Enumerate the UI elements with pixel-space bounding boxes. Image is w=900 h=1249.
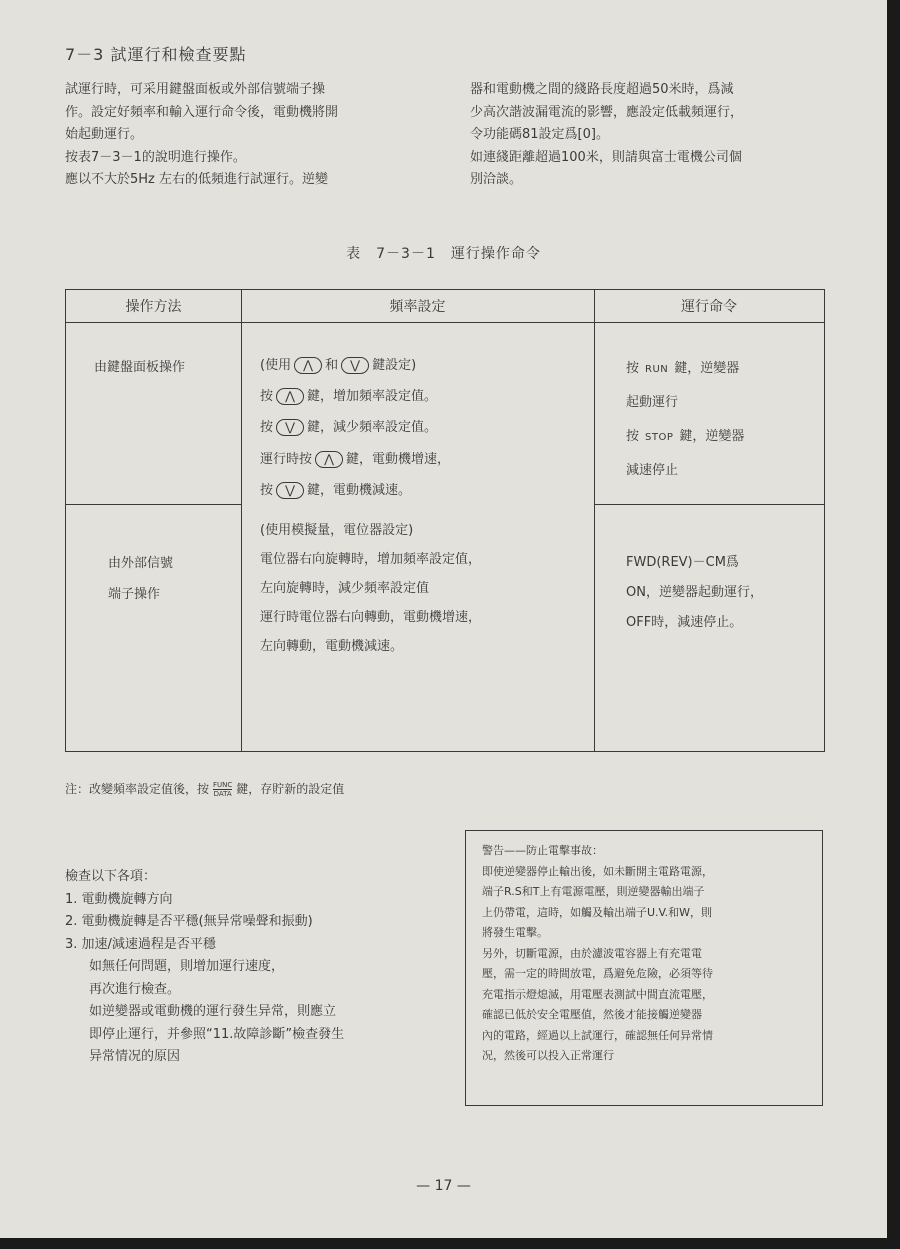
- intro-line: 應以不大於5Hz 左右的低頻進行試運行。逆變: [65, 172, 329, 187]
- freq-line: (使用模擬量，電位器設定): [260, 523, 414, 538]
- warning-line: 端子R.S和T上有電源電壓，則逆變器輸出端子: [482, 885, 705, 898]
- warning-line: 充電指示燈熄滅，用電壓表測試中間直流電壓，: [482, 987, 713, 1001]
- down-key-icon: ⋁: [276, 482, 304, 499]
- warning-line: 况，然後可以投入正常運行: [482, 1049, 614, 1062]
- text-span: 按: [626, 429, 640, 444]
- table-divider: [241, 290, 242, 751]
- method-keypad: 由鍵盤面板操作: [94, 360, 186, 375]
- text-span: 鍵，減少頻率設定值。: [307, 420, 438, 436]
- text-span: (使用: [260, 358, 292, 373]
- cmd-line: [626, 352, 744, 386]
- freq-line: 運行時電位器右向轉動，電動機增速，: [260, 610, 482, 625]
- text-span: 按: [260, 482, 274, 498]
- key-bottom-label: DATA: [213, 790, 232, 798]
- cmd-line: ON，逆變器起動運行，: [626, 585, 763, 600]
- text-span: 鍵設定): [372, 358, 417, 373]
- intro-line: 器和電動機之間的綫路長度超過50米時，爲減: [470, 82, 734, 97]
- intro-line: 作。設定好頻率和輸入運行命令後，電動機將開: [65, 104, 339, 120]
- keypad-frequency-setting: [260, 350, 450, 506]
- warning-line: 上仍帶電，這時，如觸及輸出端子U.V.和W，則: [482, 905, 713, 919]
- header-divider: [66, 322, 824, 323]
- keypad-run-command: [626, 352, 744, 488]
- freq-line: 左向旋轉時，減少頻率設定值: [260, 581, 430, 596]
- table-caption: 表 7－3－1 運行操作命令: [346, 246, 541, 262]
- warning-line: 將發生電擊。: [482, 926, 548, 939]
- cmd-line: 起動運行: [626, 395, 679, 410]
- text-span: 鍵，電動機增速，: [346, 451, 451, 467]
- text-span: 鍵，逆變器: [679, 429, 745, 444]
- run-key-label: RUN: [645, 364, 669, 375]
- text-span: 鍵，逆變器: [674, 361, 740, 376]
- check-list: [65, 866, 445, 1069]
- header-frequency: 頻率設定: [389, 299, 446, 315]
- freq-line: 左向轉動，電動機減速。: [260, 639, 404, 654]
- check-item: 2. 電動機旋轉是否平穩(無异常噪聲和振動): [65, 914, 313, 929]
- text-span: 按: [260, 420, 274, 436]
- intro-line: 少高次諧波漏電流的影響，應設定低載頻運行，: [470, 104, 744, 120]
- method-external: [108, 548, 173, 610]
- section-title: 7－3 試運行和檢查要點: [65, 45, 247, 64]
- warning-line: 內的電路，經過以上試運行，確認無任何异常情: [482, 1028, 713, 1042]
- func-data-key-icon: [213, 781, 232, 798]
- text-span: 和: [325, 358, 339, 373]
- warning-box: [465, 830, 823, 1106]
- method-line: 由外部信號: [108, 556, 174, 571]
- external-frequency-setting: [260, 516, 481, 661]
- check-intro: 檢查以下各項：: [65, 869, 157, 884]
- check-followup: 如無任何問題，則增加運行速度，: [89, 959, 285, 974]
- up-key-icon: ⋀: [315, 451, 343, 468]
- check-followup: 即停止運行，并參照“11.故障診斷”檢查發生: [89, 1026, 345, 1042]
- warning-line: 壓，需一定的時間放電，爲避免危險，必須等待: [482, 967, 713, 980]
- freq-line: [260, 412, 450, 443]
- header-method: 操作方法: [125, 299, 182, 315]
- intro-line: 令功能碼81設定爲[0]。: [470, 127, 609, 142]
- key-top-label: FUNC: [213, 781, 233, 789]
- text-span: 鍵，存貯新的設定值: [236, 782, 345, 796]
- table-divider: [594, 290, 595, 751]
- text-span: 按: [260, 389, 274, 405]
- external-run-command: [626, 548, 763, 638]
- intro-line: 如連綫距離超過100米，則請與富士電機公司個: [470, 149, 742, 165]
- freq-line: [260, 350, 450, 381]
- freq-line: 電位器右向旋轉時，增加頻率設定值，: [260, 552, 482, 567]
- cmd-line: OFF時，減速停止。: [626, 615, 743, 630]
- cmd-line: 減速停止: [626, 463, 679, 478]
- freq-line: [260, 444, 450, 475]
- down-key-icon: ⋁: [341, 357, 369, 374]
- scan-edge-right: [887, 0, 900, 1249]
- intro-line: 始起動運行。: [65, 127, 144, 142]
- stop-key-label: STOP: [645, 432, 674, 443]
- header-command: 運行命令: [681, 299, 737, 315]
- warning-line: 確認已低於安全電壓值，然後才能接觸逆變器: [482, 1008, 702, 1021]
- up-key-icon: ⋀: [276, 388, 304, 405]
- freq-line: [260, 475, 450, 506]
- intro-line: 試運行時，可采用鍵盤面板或外部信號端子操: [65, 82, 326, 97]
- intro-left-column: [65, 79, 435, 192]
- intro-line: 按表7－3－1的說明進行操作。: [65, 149, 246, 165]
- cmd-line: [626, 420, 744, 454]
- check-followup: 再次進行檢查。: [89, 981, 181, 997]
- up-key-icon: ⋀: [294, 357, 322, 374]
- check-followup: 异常情况的原因: [89, 1049, 181, 1064]
- cmd-line: FWD(REV)－CM爲: [626, 555, 739, 570]
- row-divider: [66, 504, 241, 505]
- check-item: 1. 電動機旋轉方向: [65, 891, 173, 907]
- text-span: 按: [626, 361, 640, 376]
- row-divider: [594, 504, 824, 505]
- check-followup: 如逆變器或電動機的運行發生异常，則應立: [89, 1004, 337, 1019]
- warning-line: 另外，切斷電源，由於濾波電容器上有充電電: [482, 946, 702, 960]
- check-item: 3. 加速/減速過程是否平穩: [65, 936, 216, 952]
- text-span: 注：改變頻率設定值後，按: [65, 782, 210, 796]
- scan-edge-bottom: [0, 1238, 900, 1249]
- warning-line: 即使逆變器停止輸出後，如未斷開主電路電源，: [482, 864, 713, 878]
- table-note: [65, 780, 344, 798]
- page-number: — 17 —: [416, 1178, 471, 1194]
- text-span: 運行時按: [260, 451, 313, 467]
- freq-line: [260, 381, 450, 412]
- text-span: 鍵，電動機減速。: [307, 482, 412, 498]
- intro-line: 別洽談。: [470, 172, 523, 187]
- text-span: 鍵，增加頻率設定值。: [307, 389, 438, 405]
- method-line: 端子操作: [108, 587, 161, 602]
- operation-command-table: [65, 289, 825, 752]
- down-key-icon: ⋁: [276, 419, 304, 436]
- warning-title: 警告——防止電擊事故：: [482, 844, 603, 857]
- intro-right-column: [470, 79, 840, 192]
